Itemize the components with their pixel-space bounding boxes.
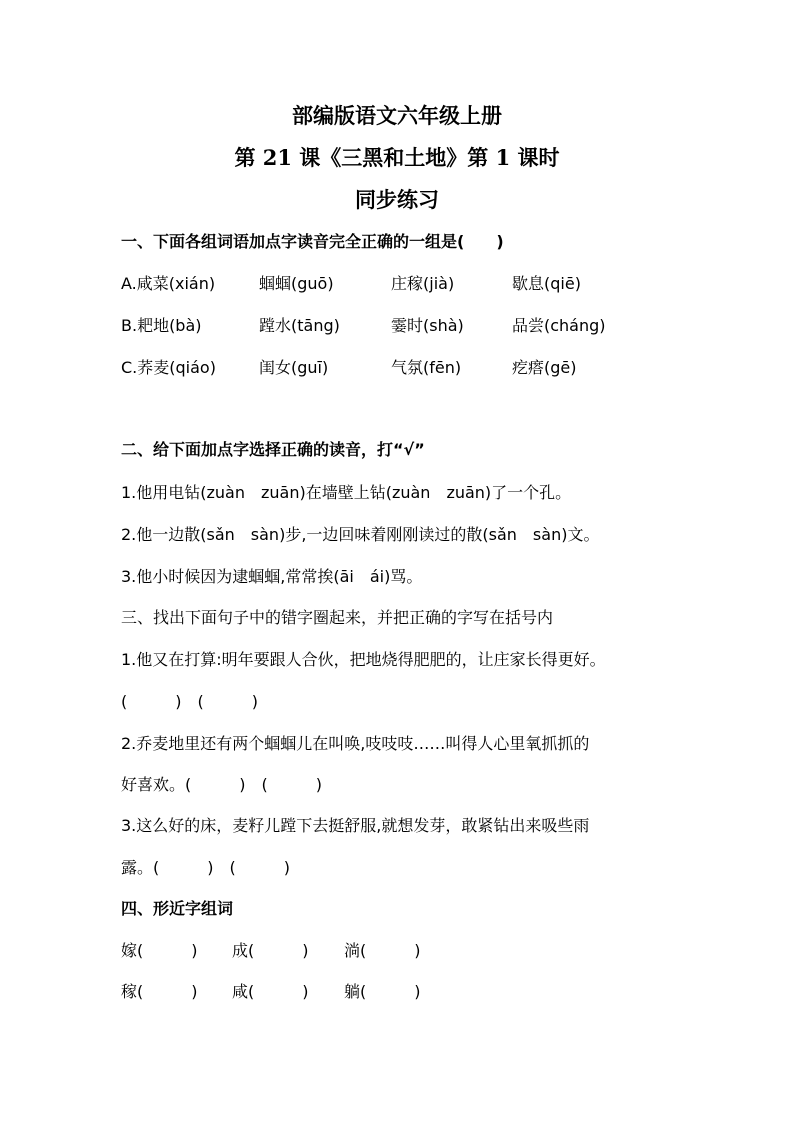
similar-char-3a: 淌( ): [344, 941, 421, 960]
doc-title-line3: 同步练习: [355, 187, 439, 212]
section2-item2: 2.他一边散(sǎn sàn)步,一边回味着刚刚读过的散(sǎn sàn)文。: [121, 525, 600, 544]
section2-item3: 3.他小时候因为逮蝈蝈,常常挨(āi ái)骂。: [121, 567, 423, 586]
option-c-word3: 气氛(fēn): [391, 358, 462, 377]
option-b-word3: 霎时(shà): [391, 316, 464, 335]
section2-item1: 1.他用电钻(zuàn zuān)在墙壁上钻(zuàn zuān)了一个孔。: [121, 483, 572, 502]
section1-heading: 一、下面各组词语加点字读音完全正确的一组是( ): [121, 232, 504, 251]
option-a-word3: 庄稼(jià): [391, 274, 455, 293]
similar-char-1b: 稼( ): [121, 982, 198, 1001]
doc-title-line1: 部编版语文六年级上册: [292, 103, 502, 128]
option-c-word4: 疙瘩(gē): [512, 358, 577, 377]
option-a-word1: A.咸菜(xián): [121, 274, 216, 293]
doc-title-line2: 第 21 课《三黑和土地》第 1 课时: [234, 145, 560, 170]
section3-line2: ( ) ( ): [121, 692, 258, 711]
option-c-word2: 闺女(guī): [259, 358, 329, 377]
section3-line6: 露。( ) ( ): [121, 858, 290, 877]
section3-line4: 好喜欢。( ) ( ): [121, 775, 322, 794]
option-b-word4: 品尝(cháng): [512, 316, 606, 335]
section3-line1: 1.他又在打算:明年要跟人合伙，把地烧得肥肥的，让庄家长得更好。: [121, 650, 606, 669]
option-c-word1: C.荞麦(qiáo): [121, 358, 216, 377]
option-b-word1: B.耙地(bà): [121, 316, 202, 335]
option-b-word2: 蹚水(tāng): [259, 316, 340, 335]
similar-char-2b: 咸( ): [232, 982, 309, 1001]
similar-char-1a: 嫁( ): [121, 941, 198, 960]
section2-heading: 二、给下面加点字选择正确的读音，打“√”: [121, 440, 425, 459]
section3-line3: 2.乔麦地里还有两个蝈蝈儿在叫唤,吱吱吱……叫得人心里氧抓抓的: [121, 734, 590, 753]
similar-char-2a: 成( ): [232, 941, 309, 960]
section4-heading: 四、形近字组词: [121, 899, 234, 918]
option-a-word2: 蝈蝈(guō): [259, 274, 334, 293]
option-a-word4: 歇息(qiē): [512, 274, 581, 293]
similar-char-3b: 躺( ): [344, 982, 421, 1001]
section3-heading: 三、找出下面句子中的错字圈起来，并把正确的字写在括号内: [121, 608, 554, 627]
section3-line5: 3.这么好的床，麦籽儿蹚下去挺舒服,就想发芽，敢紧钻出来吸些雨: [121, 816, 590, 835]
